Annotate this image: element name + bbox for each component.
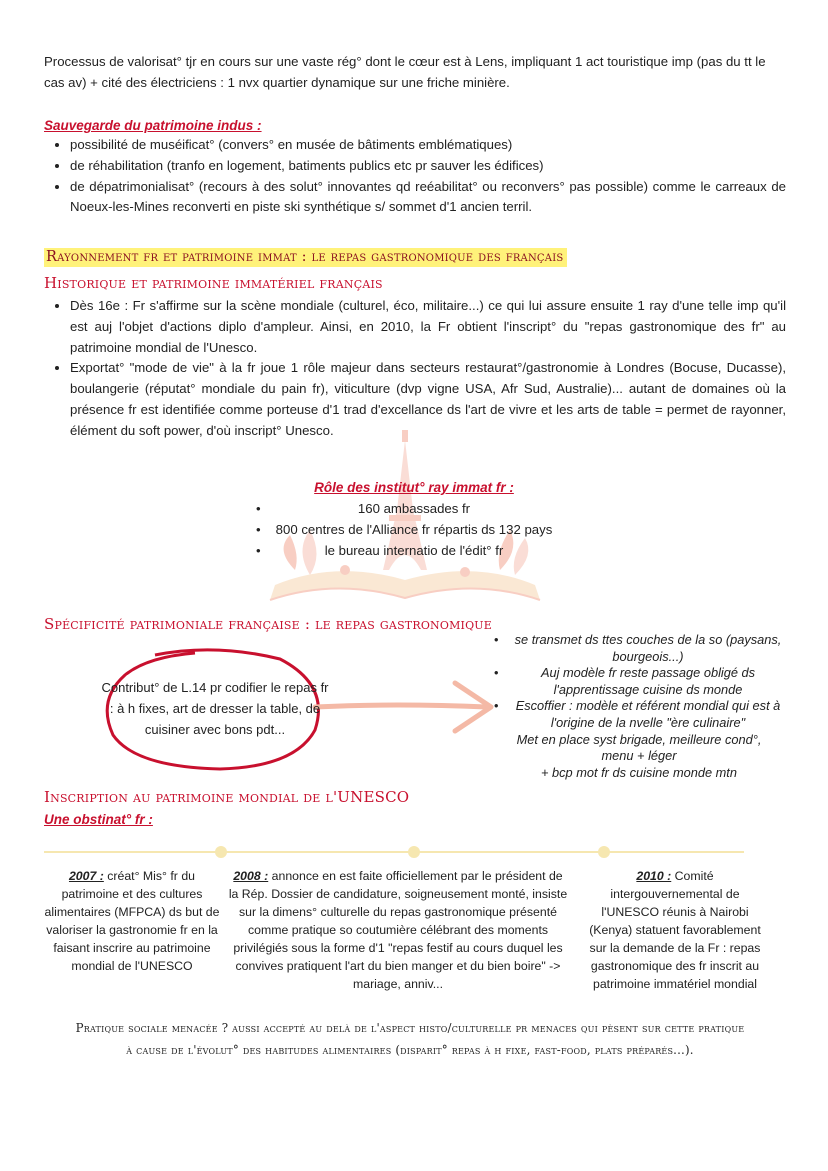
intro-text: Processus de valorisat° tjr en cours sur une vaste rég° dont le cœur est à Lens, impliquant 1 act touristique imp (pas du tt le cas av) + cité des électriciens : 1 nvx quartier dynamique sur une friche minière. bbox=[44, 54, 766, 90]
section-title-rayonnement: Rayonnement fr et patrimoine immat : le repas gastronomique des français bbox=[44, 246, 567, 265]
subtitle-historique: Historique et patrimoine immatériel français bbox=[44, 274, 383, 292]
timeline-dot bbox=[598, 846, 610, 858]
timeline-text: Comité intergouvernemental de l'UNESCO réunis à Nairobi (Kenya) statuent favorablement sur la demande de la Fr : repas gastronomique des fr inscrit au patrimoine immatériel mondial bbox=[589, 869, 761, 991]
timeline-text: créat° Mis° fr du patrimoine et des cultures alimentaires (MFPCA) ds but de valoriser la gastronomie fr en la faisant inscrire au patrimoine mondial de l'UNESCO bbox=[44, 869, 220, 973]
list-item: • Dès 16e : Fr s'affirme sur la scène mondiale (culturel, éco, militaire...) ce qui lui assure ensuite 1 ray d'une telle imp qu'il est auj l'objet d'actions diplo d'ampleur. Ainsi, en 2010, la Fr obtient l'inscript° du "repas gastronomique des fr" au patrimoine mondial de l'Unesco. bbox=[70, 296, 786, 358]
list-item: • de réhabilitation (tranfo en logement, batiments publics etc pr sauver les édifices) bbox=[70, 156, 786, 177]
extra-line: menu + léger bbox=[601, 748, 677, 764]
role-title: Rôle des institut° ray immat fr : bbox=[314, 480, 514, 495]
footer-line: Pratique sociale menacée ? aussi accepté au delà de l'aspect histo/culturelle pr menaces qui pèsent sur cette pratique bbox=[75, 1021, 745, 1035]
list-item: • possibilité de muséificat° (convers° en musée de bâtiments emblématiques) bbox=[70, 135, 786, 156]
inscription-subtitle: Une obstinat° fr : bbox=[44, 812, 153, 827]
role-section bbox=[244, 480, 584, 495]
list-item: • 800 centres de l'Alliance fr répartis ds 132 pays bbox=[256, 521, 553, 537]
intro-paragraph bbox=[44, 52, 786, 94]
list-item: • Escoffier : modèle et référent mondial qui est à l'origine de la nvelle "ère culinaire" bbox=[494, 698, 781, 730]
list-item: • 160 ambassades fr bbox=[256, 501, 471, 516]
inscription-title: Inscription au patrimoine mondial de l'UNESCO bbox=[44, 788, 410, 806]
list-item: • Auj modèle fr reste passage obligé ds l'apprentissage cuisine ds monde bbox=[494, 665, 756, 697]
historique-list bbox=[44, 296, 786, 442]
historique-section bbox=[44, 296, 786, 442]
timeline-line bbox=[44, 851, 744, 853]
timeline-year: 2008 : bbox=[233, 869, 269, 883]
timeline-dot bbox=[408, 846, 420, 858]
extra-line: Met en place syst brigade, meilleure cond°, bbox=[516, 731, 762, 747]
timeline-item-2007 bbox=[42, 867, 222, 975]
list-item: • Exportat° "mode de vie" à la fr joue 1 rôle majeur dans secteurs restaurat°/gastronomie à Londres (Bocuse, Ducasse), boulangerie (réputat° mondiale du pain fr), viticulture (dvp vigne USA, Afr Sud, Australie)... autant de domaines où la présence fr est identifiée comme porteuse d'1 trad d'excellance ds l'art de vivre et les arts de table = permet de rayonner, élément du soft power, d'où inscript° Unesco. bbox=[70, 358, 786, 441]
specificite-right bbox=[494, 632, 784, 781]
circle-text: Contribut° de L.14 pr codifier le repas fr : à h fixes, art de dresser la table, de cuisiner avec bons pdt... bbox=[101, 680, 329, 737]
role-list bbox=[244, 499, 584, 561]
sauvegarde-list bbox=[44, 135, 786, 218]
sauvegarde-section bbox=[44, 118, 786, 218]
timeline-item-2008 bbox=[228, 867, 568, 993]
footer-note bbox=[60, 1017, 760, 1061]
timeline-year: 2010 : bbox=[636, 869, 672, 883]
timeline-dot bbox=[215, 846, 227, 858]
list-item: • se transmet ds ttes couches de la so (paysans, bourgeois...) bbox=[494, 632, 782, 664]
sauvegarde-title: Sauvegarde du patrimoine indus : bbox=[44, 118, 262, 133]
list-item: • de dépatrimonialisat° (recours à des solut° innovantes qd reéabilitat° ou reconvers° pas possible) comme le carreaux de Noeux-les-Mines reconverti en piste ski synthétique s/ sommet d'1 ancien terril. bbox=[70, 177, 786, 219]
timeline-year: 2007 : bbox=[68, 869, 104, 883]
timeline-text: annonce en est faite officiellement par le président de la Rép. Dossier de candidature, soigneusement monté, insiste sur la dimens° culturelle du repas gastronomique présenté comme pratique so coutumière célébrant des moments privilégiés sous la forme d'1 "repas festif au cours duquel les convives pratiquent l'art du bien manger et du bien boire" -> mariage, anniv... bbox=[228, 869, 568, 991]
timeline-item-2010 bbox=[582, 867, 768, 993]
list-item: • le bureau internatio de l'édit° fr bbox=[256, 542, 504, 558]
specificite-title: Spécificité patrimoniale française : le repas gastronomique bbox=[44, 615, 493, 633]
extra-line: + bcp mot fr ds cuisine monde mtn bbox=[541, 764, 737, 780]
footer-line: à cause de l'évolut° des habitudes alimentaires (disparit° repas à h fixe, fast-food, plats préparés...). bbox=[126, 1043, 694, 1057]
